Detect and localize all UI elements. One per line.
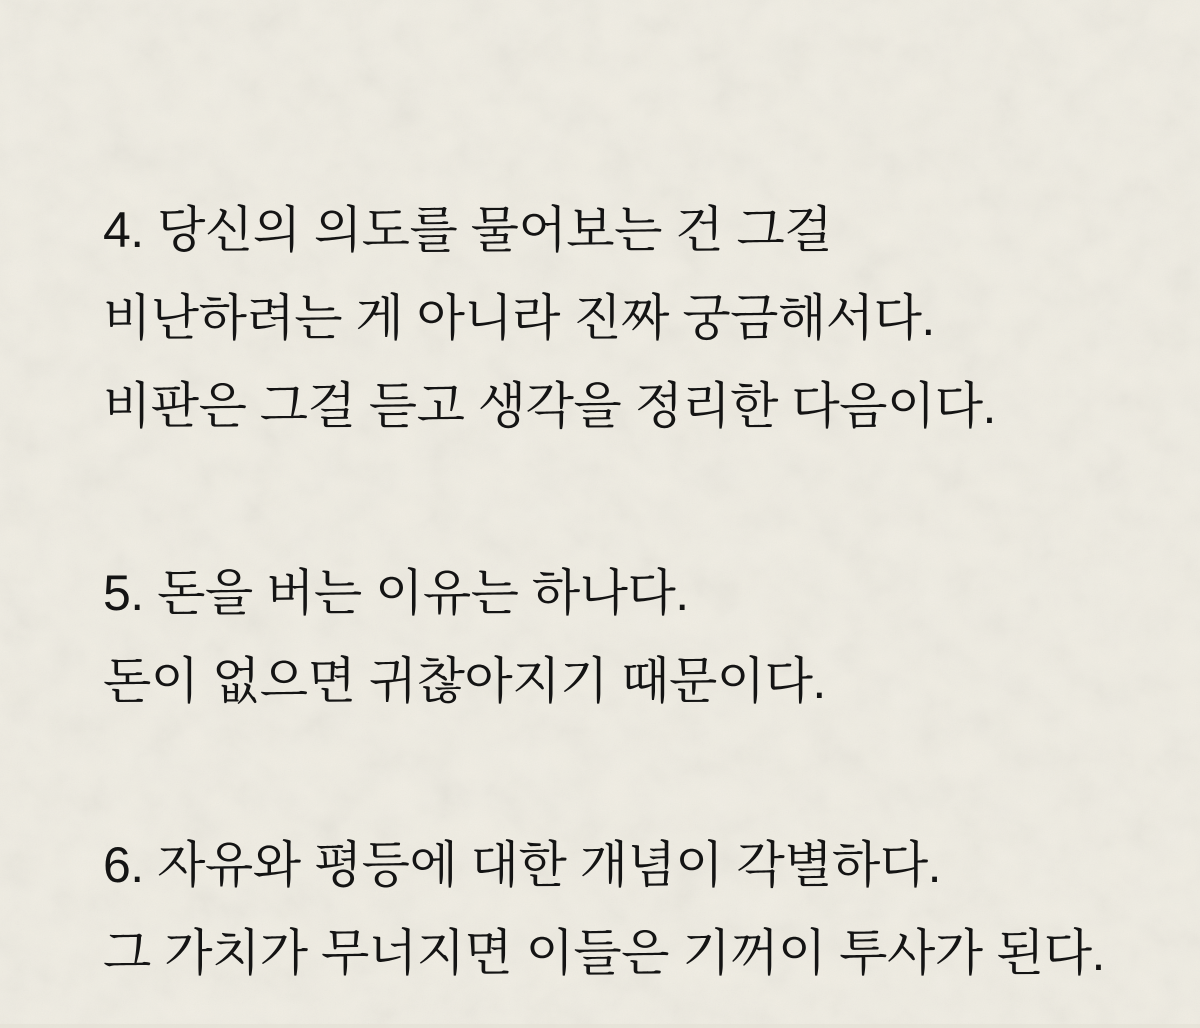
note-item-6 xyxy=(103,821,1105,997)
note-4-line-1: 4. 당신의 의도를 물어보는 건 그걸 xyxy=(103,202,833,258)
note-5-line-1: 5. 돈을 버는 이유는 하나다. xyxy=(103,565,689,621)
note-4-line-3: 비판은 그걸 듣고 생각을 정리한 다음이다. xyxy=(103,378,996,434)
note-item-4 xyxy=(103,186,996,450)
note-4-line-2: 비난하려는 게 아니라 진짜 궁금해서다. xyxy=(103,290,935,346)
note-6-line-2: 그 가치가 무너지면 이들은 기꺼이 투사가 된다. xyxy=(103,925,1105,981)
note-6-line-1: 6. 자유와 평등에 대한 개념이 각별하다. xyxy=(103,837,942,893)
note-item-5 xyxy=(103,549,826,725)
note-5-line-2: 돈이 없으면 귀찮아지기 때문이다. xyxy=(103,653,826,709)
